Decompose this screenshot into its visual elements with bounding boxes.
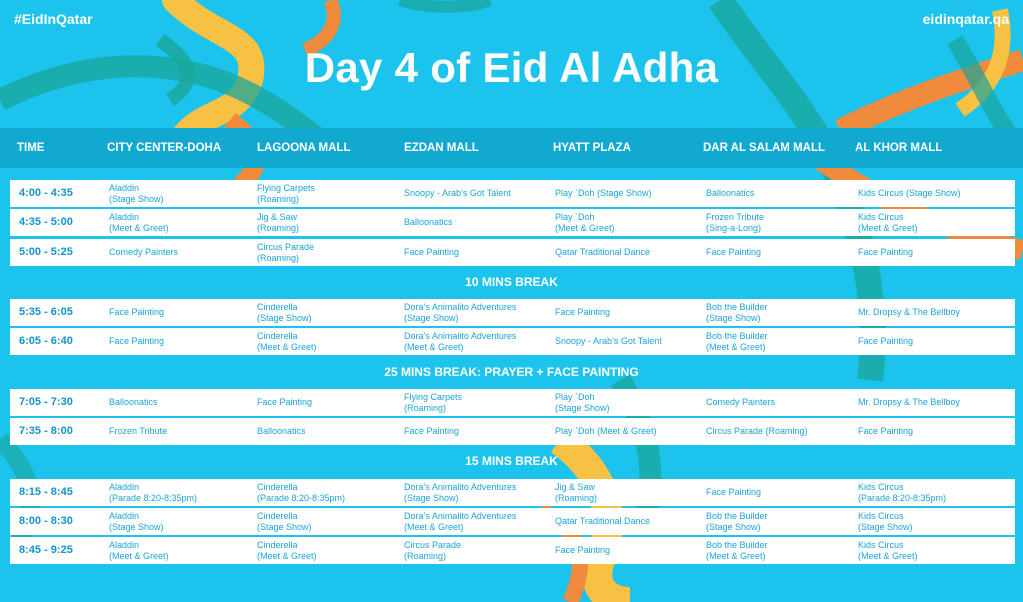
- event-cell: Cinderella (Meet & Greet): [257, 330, 317, 352]
- event-cell: Bob the Builder (Stage Show): [706, 301, 768, 323]
- table-row: [10, 418, 1015, 445]
- event-cell: Cinderella (Meet & Greet): [257, 539, 317, 561]
- event-cell: Snoopy - Arab’s Got Talent: [555, 336, 662, 346]
- event-cell: Aladdin (Meet & Greet): [109, 211, 169, 233]
- break-label: 15 MINS BREAK: [465, 454, 558, 468]
- schedule-header: [0, 128, 1023, 168]
- table-row: [10, 328, 1015, 355]
- column-header-hyatt-plaza: HYATT PLAZA: [553, 142, 631, 154]
- table-row: [10, 239, 1015, 266]
- event-cell: Mr. Dropsy & The Bellboy: [858, 307, 960, 317]
- event-cell: Aladdin (Parade 8:20-8:35pm): [109, 481, 198, 503]
- column-header-ezdan-mall: EZDAN MALL: [404, 142, 479, 154]
- event-cell: Cinderella (Stage Show): [257, 510, 312, 532]
- event-cell: Balloonatics: [257, 426, 306, 436]
- event-cell: Bob the Builder (Stage Show): [706, 510, 768, 532]
- site-url[interactable]: eidinqatar.qa: [922, 11, 1009, 27]
- event-cell: Frozen Tribute: [109, 426, 168, 436]
- event-cell: Cinderella (Parade 8:20-8:35pm): [257, 481, 346, 503]
- time-slot: 4:00 - 4:35: [19, 187, 73, 199]
- event-cell: Balloonatics: [404, 217, 453, 227]
- column-header-lagoona-mall: LAGOONA MALL: [257, 142, 351, 154]
- event-cell: Play `Doh (Meet & Greet): [555, 211, 615, 233]
- event-cell: Kids Circus (Meet & Greet): [858, 211, 918, 233]
- column-header-al-khor-mall: AL KHOR MALL: [855, 142, 943, 154]
- event-cell: Flying Carpets (Roaming): [257, 182, 316, 204]
- event-cell: Qatar Traditional Dance: [555, 247, 651, 257]
- event-cell: Play `Doh (Meet & Greet): [555, 426, 657, 436]
- event-cell: Bob the Builder (Meet & Greet): [706, 330, 768, 352]
- event-cell: Face Painting: [555, 307, 611, 317]
- event-cell: Aladdin (Stage Show): [109, 182, 164, 204]
- table-row: [10, 537, 1015, 564]
- table-row: [10, 299, 1015, 326]
- time-slot: 8:00 - 8:30: [19, 515, 73, 527]
- event-cell: Face Painting: [858, 247, 914, 257]
- table-row: [10, 209, 1015, 236]
- hashtag: #EidInQatar: [14, 11, 93, 27]
- table-row: [10, 180, 1015, 207]
- break-label: 10 MINS BREAK: [465, 275, 558, 289]
- event-cell: Face Painting: [858, 426, 914, 436]
- event-cell: Jig & Saw (Roaming): [257, 211, 300, 233]
- event-cell: Face Painting: [404, 247, 460, 257]
- time-slot: 7:05 - 7:30: [19, 396, 73, 408]
- event-cell: Flying Carpets (Roaming): [404, 391, 463, 413]
- time-slot: 5:00 - 5:25: [19, 246, 73, 258]
- event-cell: Frozen Tribute (Sing-a-Long): [706, 211, 765, 233]
- event-cell: Balloonatics: [706, 188, 755, 198]
- table-row: [10, 508, 1015, 535]
- event-cell: Comedy Painters: [706, 397, 776, 407]
- time-slot: 6:05 - 6:40: [19, 335, 73, 347]
- time-slot: 8:45 - 9:25: [19, 544, 73, 556]
- time-slot: 8:15 - 8:45: [19, 486, 73, 498]
- column-header-time: TIME: [17, 142, 45, 154]
- event-cell: Mr. Dropsy & The Bellboy: [858, 397, 960, 407]
- time-slot: 7:35 - 8:00: [19, 425, 73, 437]
- event-cell: Jig & Saw (Roaming): [555, 481, 598, 503]
- event-cell: Face Painting: [404, 426, 460, 436]
- event-cell: Balloonatics: [109, 397, 158, 407]
- event-cell: Kids Circus (Stage Show): [858, 188, 961, 198]
- event-cell: Play `Doh (Stage Show): [555, 391, 610, 413]
- event-cell: Dora’s Animalito Adventures (Stage Show): [404, 481, 517, 503]
- event-cell: Play `Doh (Stage Show): [555, 188, 652, 198]
- event-cell: Cinderella (Stage Show): [257, 301, 312, 323]
- event-cell: Face Painting: [109, 307, 165, 317]
- time-slot: 5:35 - 6:05: [19, 306, 73, 318]
- column-header-city-center-doha: CITY CENTER-DOHA: [107, 142, 222, 154]
- event-cell: Dora’s Animalito Adventures (Stage Show): [404, 301, 517, 323]
- event-cell: Circus Parade (Roaming): [257, 241, 315, 263]
- event-cell: Circus Parade (Roaming): [706, 426, 808, 436]
- event-cell: Kids Circus (Stage Show): [858, 510, 913, 532]
- column-header-dar-al-salam-mall: DAR AL SALAM MALL: [703, 142, 826, 154]
- event-cell: Kids Circus (Parade 8:20-8:35pm): [858, 481, 947, 503]
- event-cell: Face Painting: [706, 487, 762, 497]
- event-cell: Dora’s Animalito Adventures (Meet & Greet): [404, 330, 517, 352]
- event-cell: Aladdin (Stage Show): [109, 510, 164, 532]
- event-cell: Bob the Builder (Meet & Greet): [706, 539, 768, 561]
- event-cell: Aladdin (Meet & Greet): [109, 539, 169, 561]
- event-cell: Qatar Traditional Dance: [555, 516, 651, 526]
- event-cell: Face Painting: [257, 397, 313, 407]
- event-cell: Dora’s Animalito Adventures (Meet & Greet): [404, 510, 517, 532]
- table-row: [10, 389, 1015, 416]
- time-slot: 4:35 - 5:00: [19, 216, 73, 228]
- event-cell: Face Painting: [555, 545, 611, 555]
- event-cell: Face Painting: [858, 336, 914, 346]
- event-cell: Kids Circus (Meet & Greet): [858, 539, 918, 561]
- event-cell: Circus Parade (Roaming): [404, 539, 462, 561]
- page-title: Day 4 of Eid Al Adha: [304, 44, 719, 91]
- event-cell: Comedy Painters: [109, 247, 179, 257]
- event-cell: Snoopy - Arab’s Got Talent: [404, 188, 511, 198]
- event-cell: Face Painting: [706, 247, 762, 257]
- break-label: 25 MINS BREAK: PRAYER + FACE PAINTING: [384, 365, 639, 379]
- event-cell: Face Painting: [109, 336, 165, 346]
- table-row: [10, 479, 1015, 506]
